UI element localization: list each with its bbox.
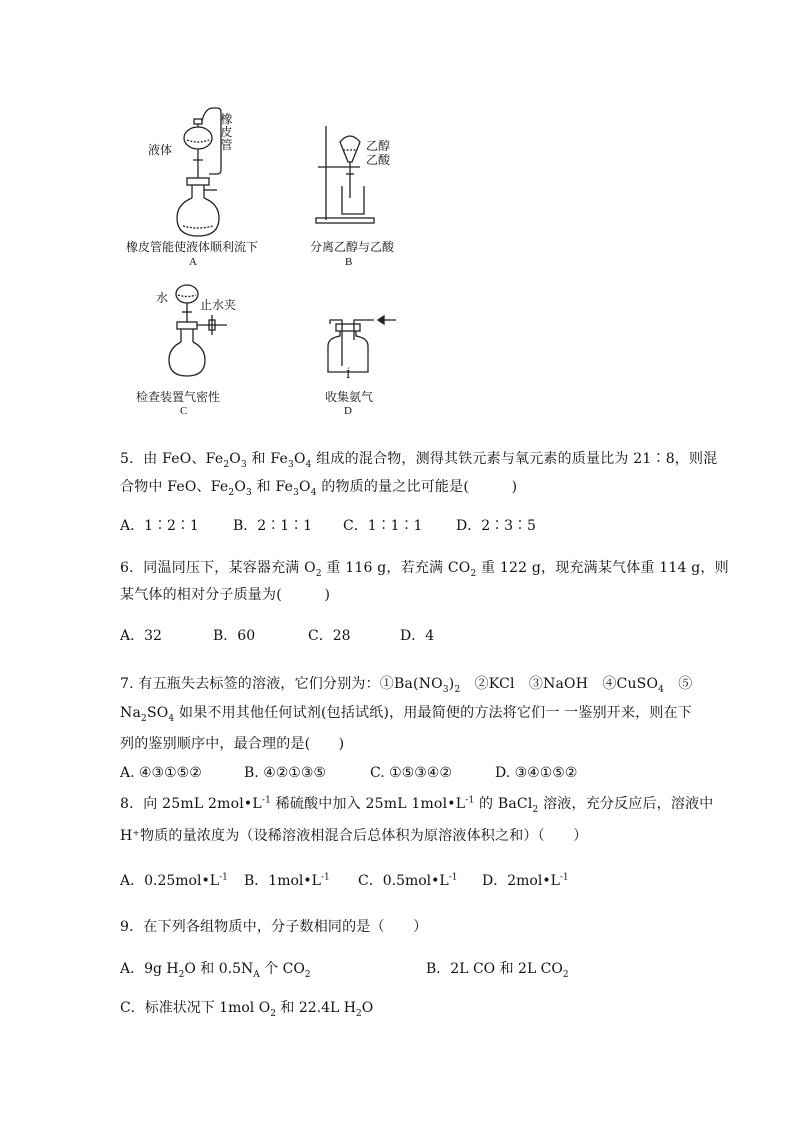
q8-option-d[interactable]: D．$2mol•L^{-1}$ bbox=[482, 872, 569, 889]
label-acetic-acid: 乙酸 bbox=[366, 153, 391, 167]
figure-c-apparatus bbox=[165, 280, 245, 380]
q9-option-a[interactable]: A．9g $H_2O$ 和 $0.5N_A$ 个 $CO_2$ bbox=[120, 961, 311, 980]
figure-a-caption: 橡皮管能使液体顺利流下 bbox=[126, 240, 259, 254]
q6-option-d[interactable]: D．4 bbox=[400, 628, 435, 644]
q9-option-c[interactable]: C．标准状况下 1mol $O_2$ 和 22.4L $H_2O$ bbox=[120, 1000, 374, 1019]
apparatus-d-drawing bbox=[318, 306, 400, 376]
q6-option-a[interactable]: A．32 bbox=[120, 628, 162, 644]
figure-a-letter: A bbox=[189, 256, 197, 268]
label-ethanol: 乙醇 bbox=[366, 139, 391, 153]
apparatus-a-drawing bbox=[165, 100, 255, 240]
q7-option-c[interactable]: C. ①⑤③④② bbox=[370, 765, 452, 781]
question-6-line-1: 6．同温同压下，某容器充满 $O_2$ 重 116 g，若充满 $CO_2$ 重 122 g，现充满某气体重 114 g，则 bbox=[120, 560, 729, 579]
q7-option-b[interactable]: B. ④②①③⑤ bbox=[244, 765, 326, 781]
question-8-line-1: 8．向 25mL $2mol•L^{-1}$ 稀硫酸中加入 25mL $1mol•L^{-1}$ 的 BaCl$_2$ 溶液，充分反应后，溶液中 bbox=[120, 795, 714, 815]
q5-option-a[interactable]: A．1∶2∶1 bbox=[120, 518, 199, 534]
figure-c-caption: 检查装置气密性 bbox=[136, 390, 221, 404]
label-liquid: 液体 bbox=[148, 143, 173, 157]
q7-option-a[interactable]: A. ④③①⑤② bbox=[120, 765, 202, 781]
figure-d-letter: D bbox=[344, 405, 352, 417]
q8-option-b[interactable]: B．$1mol•L^{-1}$ bbox=[244, 872, 330, 889]
figure-d-apparatus bbox=[318, 306, 400, 376]
label-rubber-tube: 橡皮管 bbox=[220, 112, 233, 152]
question-8-line-2: H⁺物质的量浓度为（设稀溶液相混合后总体积为原溶液体积之和）（ ） bbox=[120, 828, 588, 844]
question-5-line-1: 5．由 FeO、$Fe_2O_3$ 和 $Fe_3O_4$ 组成的混合物，测得其铁元素与氧元素的质量比为 21∶8，则混 bbox=[120, 451, 718, 470]
q6-option-c[interactable]: C．28 bbox=[308, 628, 351, 644]
question-7-line-2: $Na_2SO_4$ 如果不用其他任何试剂(包括试纸)，用最简便的方法将它们一 一鉴别开来，则在下 bbox=[120, 705, 692, 724]
question-5-line-2: 合物中 FeO、$Fe_2O_3$ 和 $Fe_3O_4$ 的物质的量之比可能是( ) bbox=[120, 479, 518, 498]
q5-option-d[interactable]: D．2∶3∶5 bbox=[456, 518, 536, 534]
q8-option-a[interactable]: A．$0.25mol•L^{-1}$ bbox=[120, 872, 228, 889]
question-6-line-2: 某气体的相对分子质量为( ) bbox=[120, 587, 331, 603]
apparatus-c-drawing bbox=[165, 280, 245, 380]
q5-option-b[interactable]: B．2∶1∶1 bbox=[233, 518, 313, 534]
q6-option-b[interactable]: B．60 bbox=[213, 628, 256, 644]
question-7-line-3: 列的鉴别顺序中，最合理的是( ) bbox=[120, 736, 345, 752]
figure-a-apparatus bbox=[165, 100, 255, 240]
q9-option-b[interactable]: B．2L CO 和 2L $CO_2$ bbox=[426, 961, 569, 980]
figure-b-caption: 分离乙醇与乙酸 bbox=[310, 240, 395, 254]
q5-option-c[interactable]: C．1∶1∶1 bbox=[343, 518, 423, 534]
q7-option-d[interactable]: D. ③④①⑤② bbox=[495, 765, 578, 781]
question-7-line-1: 7. 有五瓶失去标签的溶液，它们分别为：$①Ba(NO_3)_2$ ②KCl ③NaOH ④CuSO$_4$ ⑤ bbox=[120, 676, 693, 695]
figure-d-mark: Í bbox=[346, 368, 351, 381]
figure-d-caption: 收集氨气 bbox=[325, 390, 374, 404]
question-9-stem: 9．在下列各组物质中，分子数相同的是（ ） bbox=[120, 919, 428, 935]
label-stop-clamp: 止水夹 bbox=[200, 298, 237, 312]
label-water: 水 bbox=[156, 291, 169, 305]
figure-c-letter: C bbox=[180, 405, 188, 417]
q8-option-c[interactable]: C．$0.5mol•L^{-1}$ bbox=[358, 872, 458, 889]
figure-b-letter: B bbox=[345, 256, 353, 268]
